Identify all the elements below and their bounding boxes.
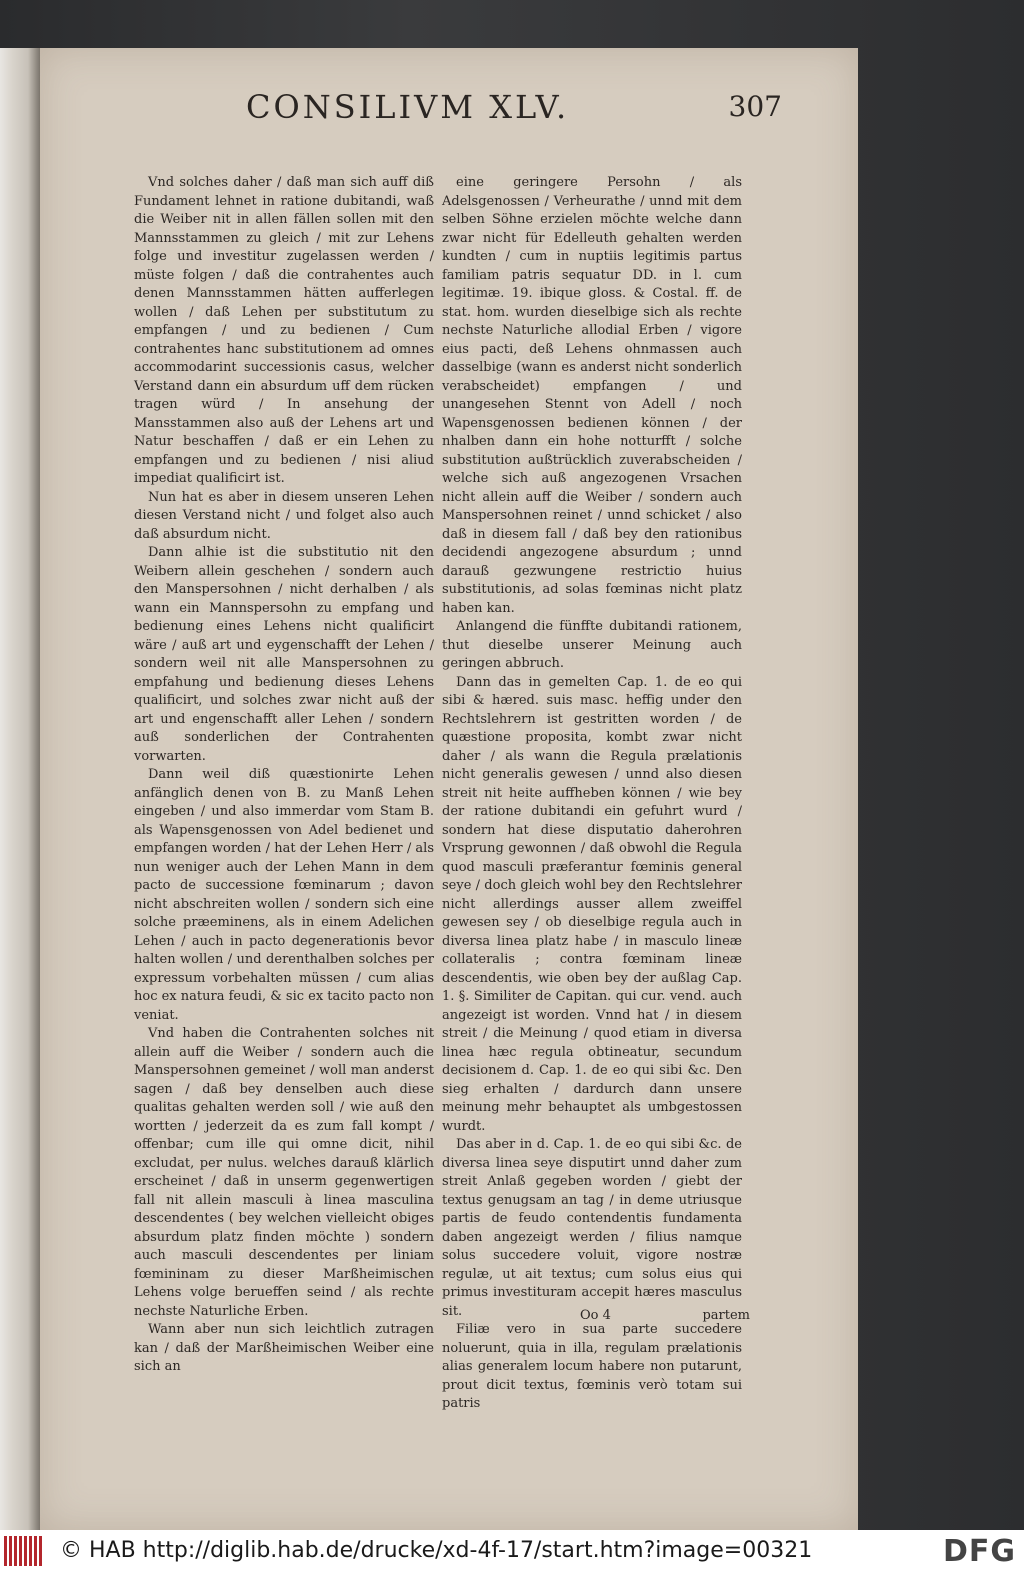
- preceding-page-edge: [0, 48, 40, 1530]
- dfg-logo: DFG: [942, 1534, 1016, 1569]
- text-column-left: [134, 174, 434, 1377]
- paragraph: Nun hat es aber in diesem unseren Lehen diesen Verstand nicht / und folget also auch daß absurdum nicht.: [134, 489, 434, 542]
- page-footer: [580, 1308, 750, 1330]
- paragraph: Vnd solches daher / daß man sich auff diß Fundament lehnet in ratione dubitandi, waß die Weiber nit in allen fällen sollen mit den Mannsstammen zu gleich / mit zur Lehens folge und investitur zugelassen werden / müste folgen / daß die contrahentes auch denen Mannsstammen hätten aufferlegen wollen / daß Lehen per substitutum zu empfangen / und zu bedienen / Cum contrahentes hanc substitutionem ad omnes accommodarint successionis casus, welcher Verstand dann ein absurdum uff dem rücken tragen würd / In ansehung der Mansstammen also auß der Lehens art und Natur beschaffen / daß er ein Lehen zu empfangen und zu bedienen / nisi aliud impediat qualificirt ist.: [134, 175, 434, 486]
- paragraph: Dann alhie ist die substitutio nit den Weibern allein geschehen / sondern auch den Manspersohnen / nicht derhalben / als wann ein Mannspersohn zu empfang und bedienung eines Lehens nicht qualificirt wäre / auß art und eygenschafft der Lehen / sondern weil nit alle Manspersohnen zu empfahung und bedienung dieses Lehens qualificirt, und solches zwar nicht auß der art und engenschafft aller Lehen / sondern auß sonderlichen der Contrahenten vorwarten.: [134, 545, 434, 764]
- paragraph: eine geringere Persohn / als Adelsgenossen / Verheurathe / unnd mit dem selben Söhne erzielen möchte welche dann zwar nicht für Edelleuth gehalten werden kundten / cum in nuptiis legitimis partus familiam patris sequatur DD. in l. cum legitimæ. 19. ibique gloss. & Costal. ff. de stat. hom. wurden dieselbige sich als rechte nechste Naturliche allodial Erben / vigore eius pacti, deß Lehens ohnmassen auch dasselbige (wann es anderst nicht sonderlich verabscheidet) empfangen / und unangesehen Stennt von Adell / noch Wapensgenossen bedienen können / der nhalben dann ein hohe notturfft / solche substitution außtrücklich zuverabscheiden / welche sich auß angezogenen Vrsachen nicht allein auff die Weiber / sondern auch Manspersohnen reinet / unnd schicket / also daß in diesem fall / daß bey den rationibus decidendi angezogene absurdum ; unnd darauß gezwungene restrictio huius substitutionis, ad solas fœminas nicht platz haben kan.: [442, 175, 742, 616]
- paragraph: Anlangend die fünffte dubitandi rationem, thut dieselbe unserer Meinung auch geringen abbruch.: [442, 619, 742, 671]
- barcode-icon: [4, 1536, 44, 1566]
- text-column-right: [442, 174, 742, 1414]
- source-link[interactable]: © HAB http://diglib.hab.de/drucke/xd-4f-17/start.htm?image=00321: [60, 1538, 813, 1563]
- paragraph: Wann aber nun sich leichtlich zutragen kan / daß der Marßheimischen Weiber eine sich an: [134, 1322, 434, 1374]
- running-title: CONSILIVM XLV.: [246, 88, 570, 126]
- page-number: 307: [728, 90, 782, 123]
- paragraph: Dann weil diß quæstionirte Lehen anfänglich denen von B. zu Manß Lehen eingeben / und also immerdar vom Stam B. als Wapensgenossen von Adel bedienet und empfangen worden / hat der Lehen Herr / als nun weniger auch der Lehen Mann in dem pacto de successione fœminarum ; davon nicht abschreiten wollen / sondern sich eine solche præeminens, als in einem Adelichen Lehen / auch in pacto degenerationis bevor halten wollen / und derenthalben solches per expressum vorbehalten müssen / cum alias hoc ex natura feudi, & sic ex tacito pacto non veniat.: [134, 767, 435, 1023]
- paragraph: Filiæ vero in sua parte succedere noluerunt, quia in illa, regulam prælationis alias generalem locum habere non putarunt, prout dicit textus, fœminis verò totam sui patris: [442, 1322, 742, 1411]
- page-header: [242, 88, 782, 128]
- paragraph: Das aber in d. Cap. 1. de eo qui sibi &c. de diversa linea seye disputirt unnd daher zum streit Anlaß gegeben worden / giebt der textus genugsam an tag / in deme utriusque partis de feudo contendentis fundamenta daben angezeigt werden / filius namque solus succedere voluit, vigore nostræ regulæ, ut ait textus; cum solus eius qui primus investituram accepit hæres masculus sit.: [442, 1137, 742, 1319]
- paragraph: Vnd haben die Contrahenten solches nit allein auff die Weiber / sondern auch die Manspersohnen gemeinet / woll man anderst sagen / daß bey denselben auch diese qualitas gehalten werden soll / wie auß den wortten / jederzeit da es zum fall kompt / offenbar; cum ille qui omne dicit, nihil excludat, per nulus. welches darauß klärlich erscheinet / daß in unserm gegenwertigen fall nit allein masculi à linea masculina descendentes ( bey welchen vielleicht obiges absurdum platz finden möchte ) sondern auch masculi descendentes per liniam fœmininam zu dieser Marßheimischen Lehens volge berueffen seind / als rechte nechste Naturliche Erben.: [134, 1026, 434, 1319]
- viewer-footer-bar: [0, 1530, 1024, 1572]
- paragraph: Dann das in gemelten Cap. 1. de eo qui sibi & hæred. suis masc. heffig under den Rechtslehrern ist gestritten worden / de quæstione proposita, kombt zwar nicht daher / als wann die Regula prælationis nicht generalis gewesen / unnd also diesen streit nit heite auffheben können / wie bey der ratione dubitandi ein gefuhrt wurd / sondern hat diese disputatio daherohren Vrsprung gewonnen / daß obwohl die Regula quod masculi præferantur fœminis general seye / doch gleich wohl bey den Rechtslehrer nicht allerdings ausser allem zweiffel gewesen sey / ob dieselbige regula auch in diversa linea platz habe / in masculo lineæ collateralis ; contra fœminam lineæ descendentis, wie oben bey der außlag Cap. 1. §. Similiter de Capitan. qui cur. vend. auch angezeigt ist worden. Vnnd hat / in diesem streit / die Meinung / quod etiam in diversa linea hæc regula obtineatur, secundum decisionem d. Cap. 1. de eo qui sibi &c. Den sieg erhalten / dardurch dann unsere meinung mehr behauptet als umbgestossen wurdt.: [442, 674, 742, 1134]
- signature-mark: Oo 4: [580, 1308, 611, 1323]
- catchword: partem: [702, 1308, 750, 1323]
